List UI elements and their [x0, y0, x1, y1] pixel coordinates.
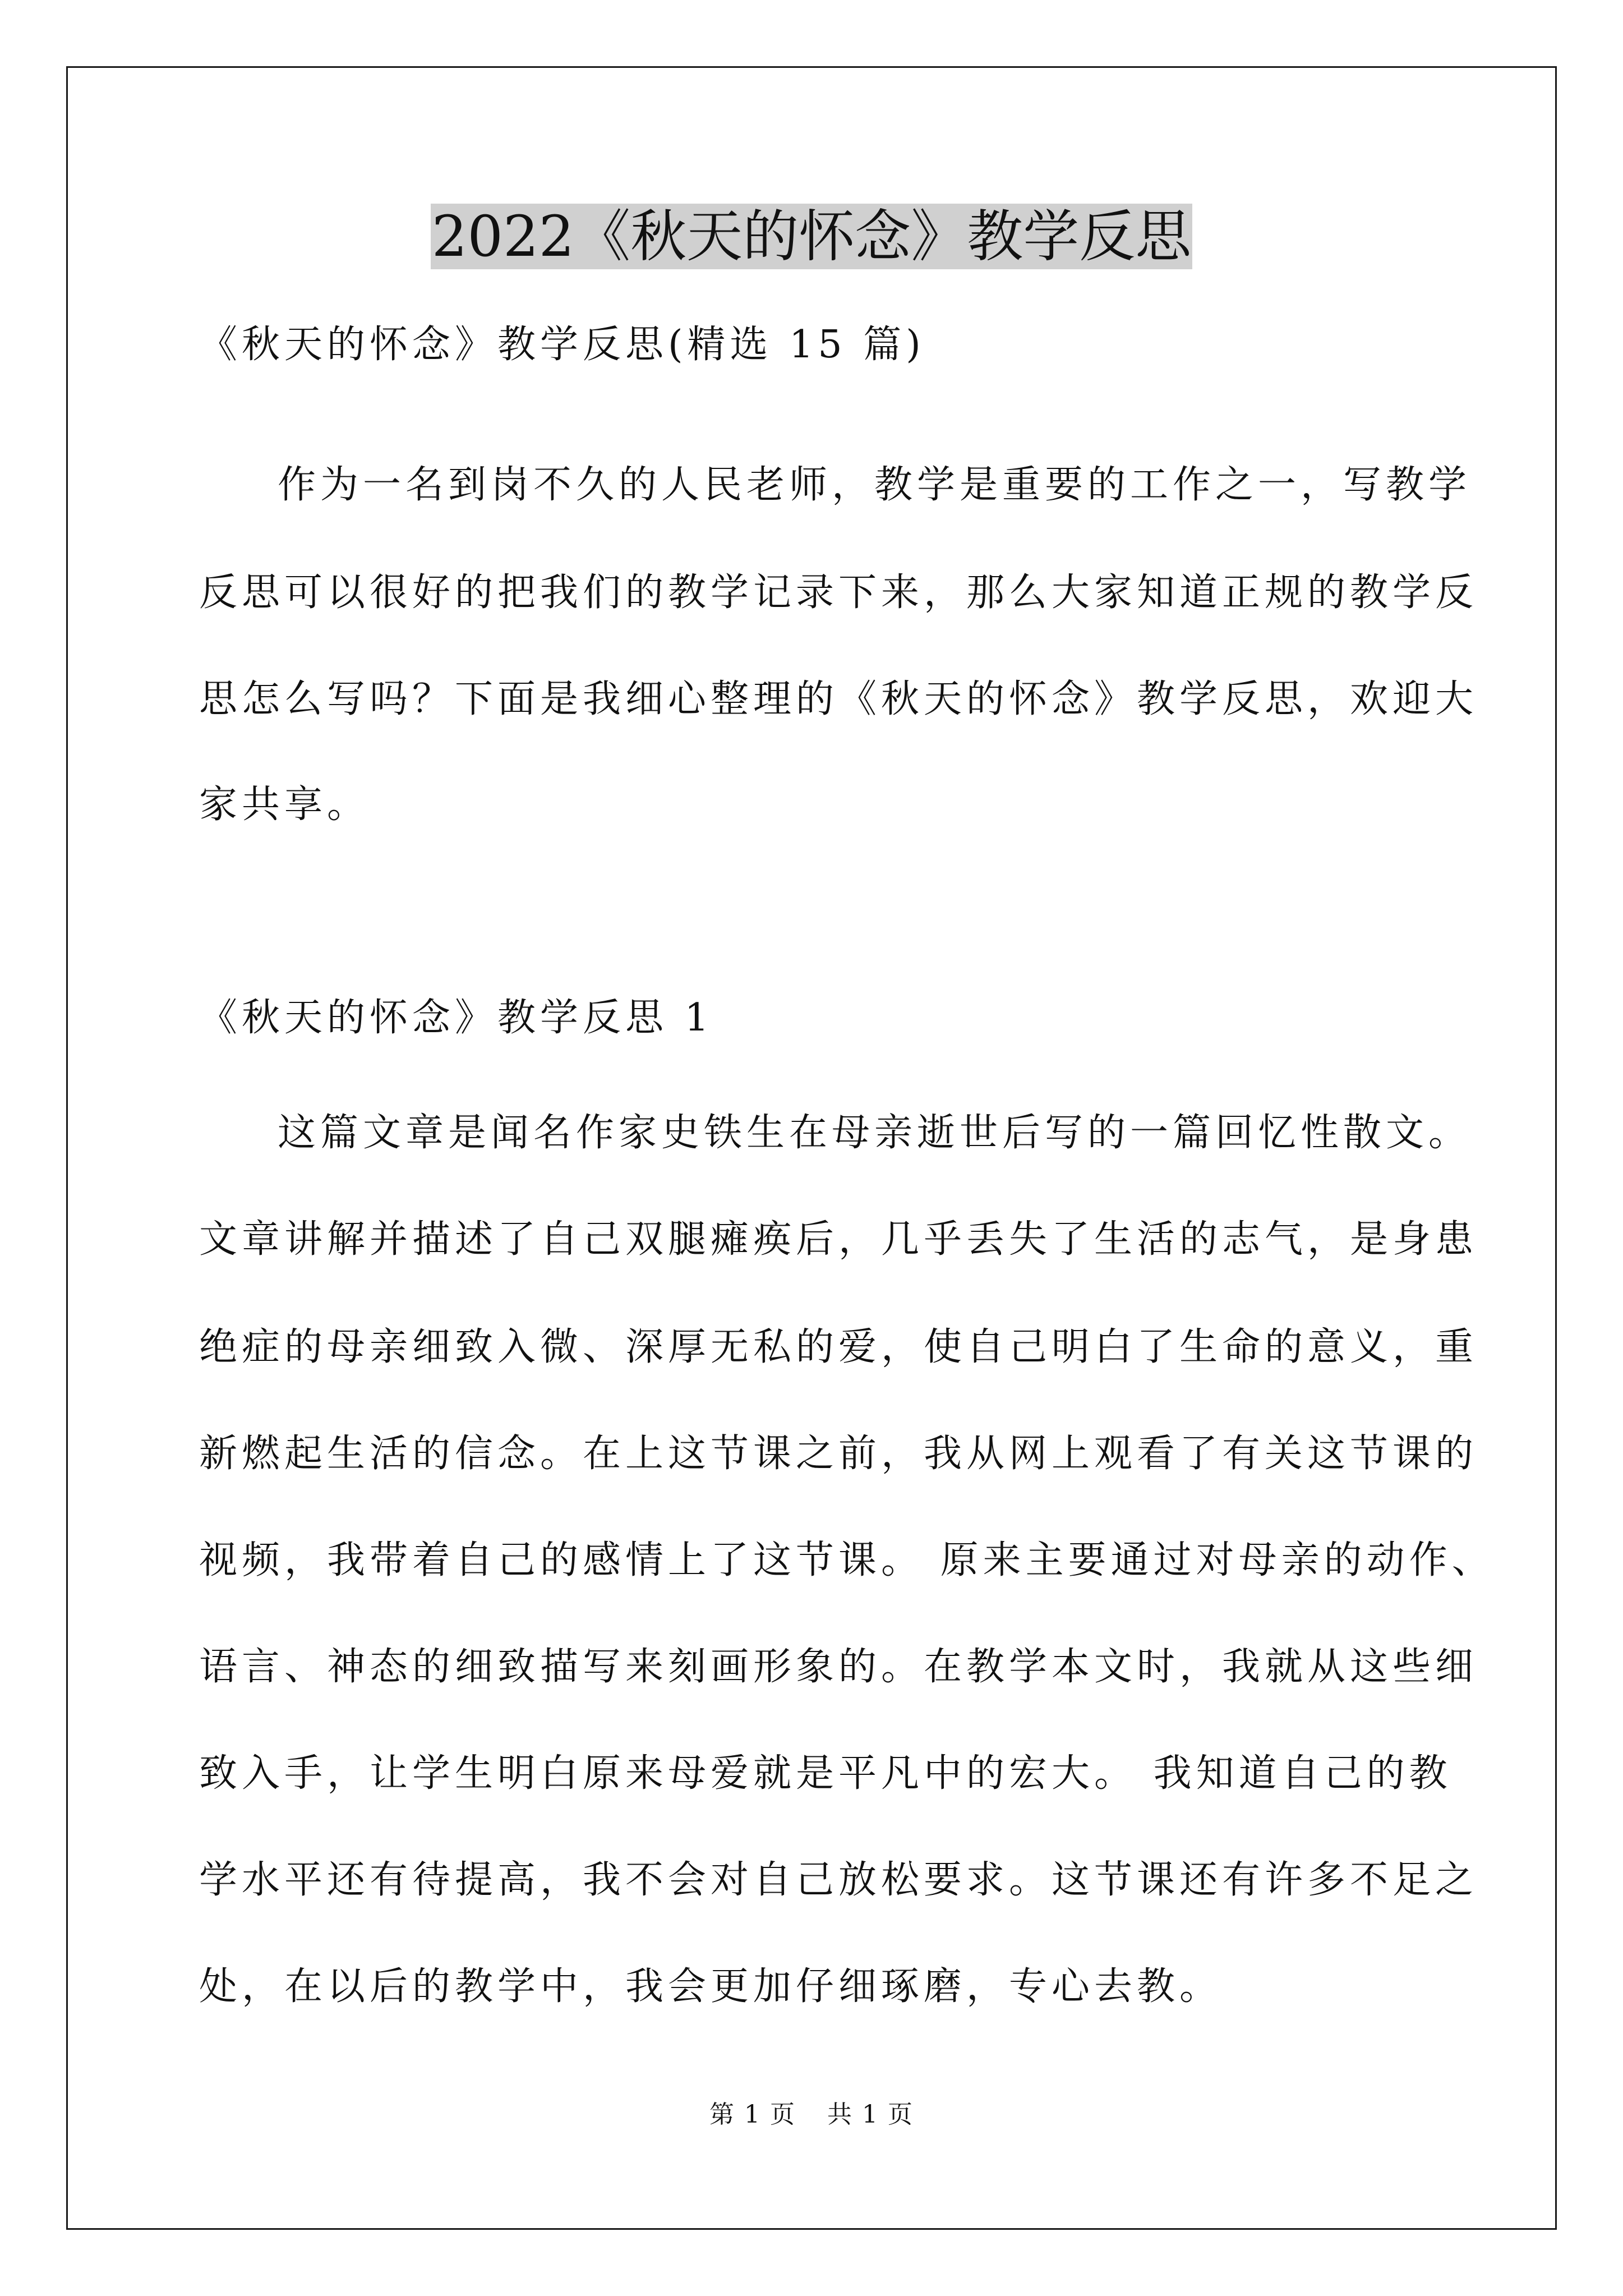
body-line: 视频，我带着自己的感情上了这节课。 原来主要通过对母亲的动作、: [199, 1538, 1495, 1582]
intro-line: 家共享。: [199, 783, 370, 827]
document-title: [0, 197, 1623, 276]
intro-line: 作为一名到岗不久的人民老师，教学是重要的工作之一，写教学: [278, 463, 1472, 507]
section-heading: 《秋天的怀念》教学反思 1: [199, 996, 713, 1040]
page-number: 第 1 页: [709, 2100, 796, 2129]
document-title-text: 2022《秋天的怀念》教学反思: [431, 204, 1192, 269]
body-line: 文章讲解并描述了自己双腿瘫痪后，几乎丢失了生活的志气，是身患: [199, 1217, 1478, 1262]
body-line: 这篇文章是闻名作家史铁生在母亲逝世后写的一篇回忆性散文。: [278, 1111, 1472, 1155]
body-line: 语言、神态的细致描写来刻画形象的。在教学本文时，我就从这些细: [199, 1645, 1478, 1689]
body-line: 学水平还有待提高，我不会对自己放松要求。这节课还有许多不足之: [199, 1858, 1478, 1902]
body-line: 致入手，让学生明白原来母爱就是平凡中的宏大。 我知道自己的教: [199, 1751, 1452, 1796]
body-line: 绝症的母亲细致入微、深厚无私的爱，使自己明白了生命的意义，重: [199, 1325, 1478, 1369]
page-footer: [0, 2098, 1623, 2132]
intro-line: 反思可以很好的把我们的教学记录下来，那么大家知道正规的教学反: [199, 570, 1478, 615]
intro-line: 思怎么写吗？下面是我细心整理的《秋天的怀念》教学反思，欢迎大: [199, 677, 1478, 721]
body-line: 处，在以后的教学中，我会更加仔细琢磨，专心去教。: [199, 1964, 1223, 2009]
page-total: 共 1 页: [827, 2100, 914, 2129]
subtitle: 《秋天的怀念》教学反思(精选 15 篇): [199, 323, 925, 367]
body-line: 新燃起生活的信念。在上这节课之前，我从网上观看了有关这节课的: [199, 1432, 1478, 1476]
